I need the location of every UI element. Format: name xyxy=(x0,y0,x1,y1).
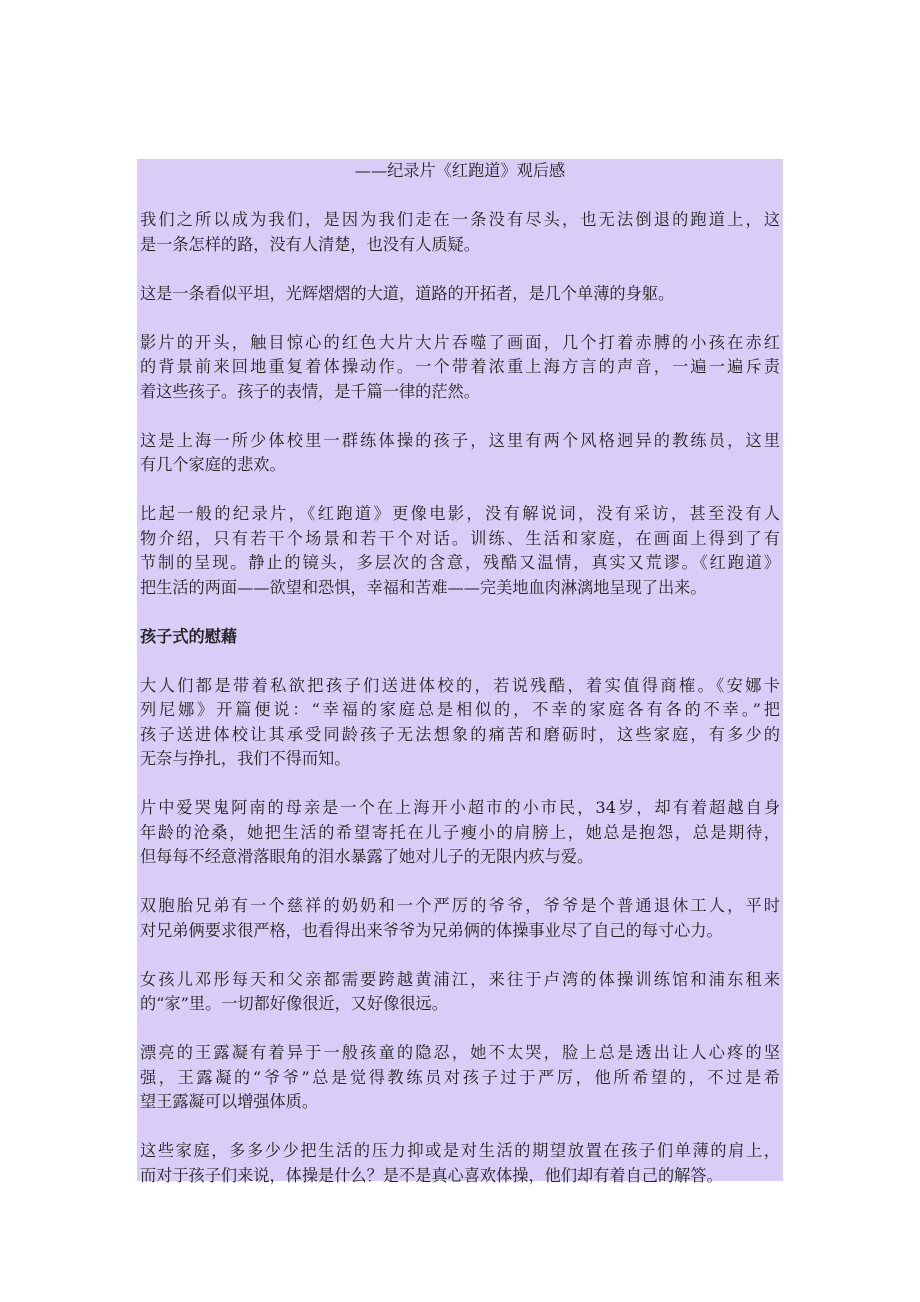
paragraph xyxy=(140,894,783,943)
paragraph-line: 而对于孩子们来说，体操是什么？是不是真心喜欢体操，他们却有着自己的解答。 xyxy=(140,1165,723,1185)
paragraph-line: 年龄的沧桑，她把生活的希望寄托在儿子瘦小的肩膀上，她总是抱怨，总是期待， xyxy=(140,822,780,842)
paragraph-line: 影片的开头，触目惊心的红色大片大片吞噬了画面，几个打着赤膊的小孩在赤红 xyxy=(140,332,780,352)
paragraph-line: 双胞胎兄弟有一个慈祥的奶奶和一个严厉的爷爷，爷爷是个普通退休工人，平时 xyxy=(140,896,780,915)
paragraph-line: 女孩儿邓彤每天和父亲都需要跨越黄浦江，来往于卢湾的体操训练馆和浦东租来 xyxy=(140,969,780,989)
paragraph-spacer xyxy=(140,1017,783,1042)
paragraph-line: 孩子送进体校让其承受同龄孩子无法想象的痛苦和磨砺时，这些家庭，有多少的 xyxy=(140,724,780,744)
paragraph-spacer xyxy=(140,306,783,331)
paragraph-line: 这是一条看似平坦，光辉熠熠的大道，道路的开拓者，是几个单薄的身躯。 xyxy=(140,283,675,303)
paragraph-line: 对兄弟俩要求很严格，也看得出来爷爷为兄弟俩的体操事业尽了自己的每寸心力。 xyxy=(140,920,723,940)
paragraph-line: 比起一般的纪录片，《红跑道》更像电影，没有解说词，没有采访，甚至没有人 xyxy=(140,504,780,523)
paragraph xyxy=(140,968,783,1017)
section-heading xyxy=(140,625,783,650)
paragraph-spacer xyxy=(140,772,783,797)
heading-text: 孩子式的慰藉 xyxy=(140,626,238,646)
paragraph-spacer xyxy=(140,600,783,625)
paragraph-line: 把生活的两面——欲望和恐惧，幸福和苦难——完美地血肉淋漓地呈现了出来。 xyxy=(140,577,707,597)
paragraph-spacer xyxy=(140,943,783,968)
paragraph-line: 大人们都是带着私欲把孩子们送进体校的，若说残酷，着实值得商榷。《安娜卡 xyxy=(140,675,780,695)
paragraph-line: 强，王露凝的“爷爷”总是觉得教练员对孩子过于严厉，他所希望的，不过是希 xyxy=(140,1067,780,1087)
paragraph-line: 但每每不经意滑落眼角的泪水暴露了她对儿子的无限内疚与爱。 xyxy=(140,847,594,866)
paragraph xyxy=(140,429,783,478)
paragraph-line: 着这些孩子。孩子的表情，是千篇一律的茫然。 xyxy=(140,381,480,401)
paragraph-line: 的背景前来回地重复着体操动作。一个带着浓重上海方言的声音，一遍一遍斥责 xyxy=(140,357,780,376)
paragraph-container xyxy=(140,184,783,1189)
paragraph xyxy=(140,796,783,870)
document-title: ——纪录片《红跑道》观后感 xyxy=(354,161,566,180)
paragraph-line: 有几个家庭的悲欢。 xyxy=(140,455,286,474)
paragraph-line: 列尼娜》开篇便说：“幸福的家庭总是相似的，不幸的家庭各有各的不幸。”把 xyxy=(140,700,780,719)
paragraph xyxy=(140,502,783,600)
paragraph xyxy=(140,208,783,257)
paragraph-spacer xyxy=(140,257,783,282)
document-body xyxy=(137,159,783,1185)
paragraph xyxy=(140,331,783,405)
paragraph-line: 片中爱哭鬼阿南的母亲是一个在上海开小超市的小市民，34岁，却有着超越自身 xyxy=(140,798,780,817)
paragraph-line: 我们之所以成为我们，是因为我们走在一条没有尽头，也无法倒退的跑道上，这 xyxy=(140,210,780,229)
paragraph-line: 望王露凝可以增强体质。 xyxy=(140,1092,319,1111)
paragraph-spacer xyxy=(140,870,783,895)
paragraph-line: 是一条怎样的路，没有人清楚，也没有人质疑。 xyxy=(140,234,480,254)
paragraph xyxy=(140,1041,783,1115)
paragraph xyxy=(140,282,783,307)
paragraph-line: 物介绍，只有若干个场景和若干个对话。训练、生活和家庭，在画面上得到了有 xyxy=(140,528,780,548)
paragraph xyxy=(140,674,783,772)
paragraph-spacer xyxy=(140,649,783,674)
paragraph-line: 节制的呈现。静止的镜头，多层次的含意，残酷又温情，真实又荒谬。《红跑道》 xyxy=(140,553,780,572)
paragraph-line: 无奈与挣扎，我们不得而知。 xyxy=(140,749,351,768)
paragraph-spacer xyxy=(140,184,783,209)
paragraph-spacer xyxy=(140,404,783,429)
paragraph-spacer xyxy=(140,1115,783,1140)
paragraph-spacer xyxy=(140,478,783,503)
paragraph-line: 的“家”里。一切都好像很近，又好像很远。 xyxy=(140,994,448,1013)
paragraph-line: 这是上海一所少体校里一群练体操的孩子，这里有两个风格迥异的教练员，这里 xyxy=(140,430,780,450)
paragraph xyxy=(140,1139,783,1188)
paragraph-line: 这些家庭，多多少少把生活的压力抑或是对生活的期望放置在孩子们单薄的肩上， xyxy=(140,1141,780,1160)
paragraph-line: 漂亮的王露凝有着异于一般孩童的隐忍，她不太哭，脸上总是透出让人心疼的坚 xyxy=(140,1043,780,1062)
